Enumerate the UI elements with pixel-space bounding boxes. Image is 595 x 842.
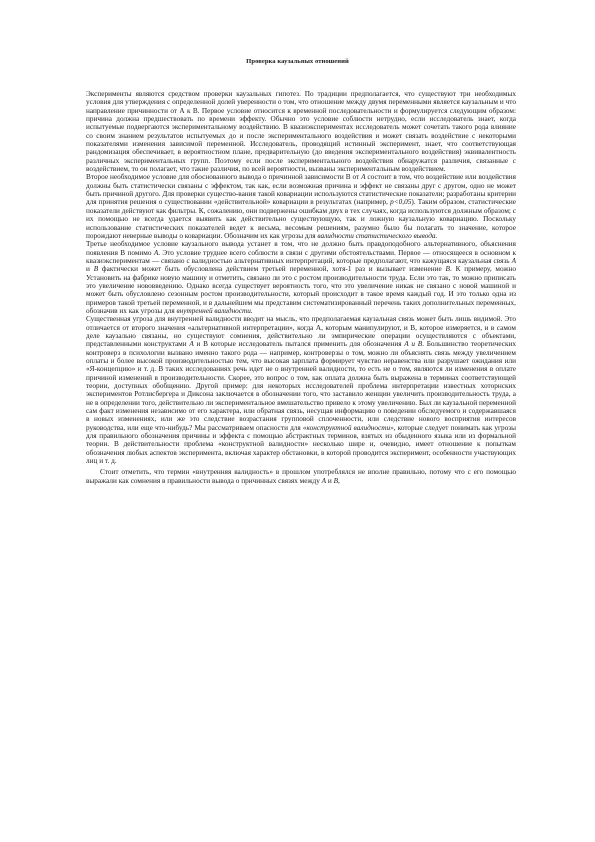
text-run: фактически может быть обусловлена действием третьей переменной, хотя-1 раз и вызывает изменение [98,265,446,274]
italic-text-run: А [321,476,327,485]
italic-text-run: А [153,248,159,257]
italic-text-run: А [189,340,194,349]
text-run: Третье необходимое условие каузального вывода устанет в том, что не должно быть правдоподобного альтернативного, объяснения появления В помимо [86,240,516,257]
italic-text-run: А и В [404,340,423,349]
italic-text-run: В [93,265,99,274]
text-run: и [326,476,334,485]
text-run: . Большинство теоретических контроверз в психологии вызвано именно такого рода — например, контроверзы о том, можно ли объяснять связь между увеличением оплаты и более высокой производительностью тем, что высокая зарплата формирует чувство неравенства или разрушает ожидания или «Я-концепцию» и т. д. В таких исследованиях речь идет не о внутренней валидности, то есть не о том, являются ли изменения в оплате причиной изменений в производительности. Скорее, это вопрос о том, как оплата должна быть выражена в терминах соответствующей теории, доступных обобщению. Другой пример: для некоторых исследователей проблема интерпретации известных хоторнских экспериментов Ротлисбергера и Диксона заключается в обозначении того, что заставило женщин увеличить производительность труда, а не в определении того, действительно ли экспериментальное вмешательство привело к этому увеличению. Был ли каузальной переменной сам факт изменения независимо от его характера, или обратная связь, несущая информацию о поведении обследуемого и содержавшаяся в новых изменениях, или же это следствие возрастания групповой сплоченности, или следствие нового восприятия интересов руководства, или еще что-нибудь? Мы рассматриваем опасности для « [86,340,516,432]
document-body [86,90,516,485]
text-run: Существенная угроза для внутренней валидности вводит на мысль, что предполагаемая каузальная связь может быть лишь видимой. Это отличается от второго значения «альтернативной интерпретации», когда А, которым манипулируют, и В, которое измеряется, и в самом деле каузально связаны, но существуют сомнения, действительно ли эмпирические операции осуществляются с объектами, представленными конструктами [86,315,516,349]
italic-text-run: р<0,05 [390,198,412,207]
text-run: , [338,476,340,485]
text-run: . К примеру, можно Установить на фабрике новую машину и отметить, связано ли это с ростом производительности труда. Если это так, то можно приписать это увеличение нововведению. Однако всегда существует вероятность того, что это увеличение никак не связано с новой машиной и может быть обусловлено сезонным ростом производительности, который происходит в такое время каждый год. И это только одна из примеров такой третьей переменной, и в дальнейшем мы представим систематизированный перечень таких дополнительных переменных, обозначив их как угрозы для [86,265,516,315]
paragraph-5 [86,468,516,485]
text-run: Эксперименты являются средством проверки каузальных гипотез. По традиции предполагается, что существуют три необходимых условия для утверждения с определенной долей уверенности о том, что отношение между двумя переменными является каузальным и что направление причинности от А к В. Первое условие относится к временной последовательности и формулируется следующим образом: причина должна предшествовать по времени эффекту. Обычно это условие соблюсти нетрудно, если исследователь знает, когда испытуемые подвергаются экспериментальному воздействию. В квазиэкспериментах исследователь может сочетать такого рода влияние со своим знанием результатов испытуемых до и после экспериментального воздействия и может связать воздействие с некоторыми показателями изменения зависимой переменной. Исследователь, проводящий истинный эксперимент, знает, что соответствующая рандомизация обеспечивает, в вероятностном плане, предварительную (до введения экспериментального воздействия) эквивалентность различных экспериментальных групп. Поэтому если после экспериментального воздействия обнаружатся различия, связанные с воздействием, то он полагает, что такие различия, по всей вероятности, вызваны экспериментальным воздействием. [86,90,516,174]
italic-text-run: валидности статистического вывода. [317,231,438,240]
paragraph-1 [86,90,516,173]
italic-text-run: В [445,265,450,274]
paragraph-3 [86,240,516,315]
italic-text-run: конструктной валидности» [306,423,394,432]
paragraph-2 [86,173,516,240]
text-run: ). Таким образом, статистические показатели действуют как фильтры. К, сожалению, они подвержены ошибкам двух в тех случаях, когда используются должным образом; с их помощью не всегда удается выявить как действительно существующую, так и ложную каузальную ковариацию. Поскольку использование статистических показателей ведет к весьма, весомым решениям, разумно было бы полагать то значение, которое порождают неверные выводы о ковариации. Обозначим их как угрозы для [86,198,516,240]
text-run: Второе необходимое условие для обоснованного вывода о причинной зависимости В от [86,173,362,182]
italic-text-run: А [511,256,516,265]
text-run: и В которые исследователь пытался применить для обозначения [193,340,405,349]
text-run: состоит в том, что воздействие или воздействия должны быть статистически связаны с эффектом, так как, если возможная причина и эффект не связаны друг с другом, одно не может быть причиной другого. Для проверки существо-вания такой ковариации используются статистические показатели; разработаны критерии для принятия решения о существовании «действительной» ковариации в результатах (например, [86,173,516,207]
italic-text-run: внутренней валидности. [176,306,253,315]
text-run: и [86,265,94,274]
text-run: . Это условие труднее всего соблюсти в связи с другими обстоятельствами. Первое — относящееся в основном к квазиэкспериментам — связано с валидностью альтернативных интерпретаций, которые предполагают, что кажущаяся каузальная связь [86,248,516,265]
text-run: Стоит отметить, что термин «внутренняя валидность» в прошлом употреблялся не вполне правильно, потому что с его помощью выражали как сомнения в правильности вывода о причинных связях между [86,468,516,485]
page-title: Проверка каузальных отношений [246,58,349,65]
text-run: , которые следует понимать как угрозы для правильного обозначения причины и эффекта с помощью абстрактных терминов, взятых из обыденного языка или из формальной теории. В действительности проблема «конструктной валидности» несколько шире и, очевидно, имеет отношение к попыткам обозначения любых аспектов эксперимента, включая характер обстановки, в которой проводится эксперимент, особенности участвующих лиц и т. д. [86,423,516,466]
italic-text-run: В [333,476,339,485]
italic-text-run: А [361,173,366,182]
paragraph-4 [86,315,516,465]
